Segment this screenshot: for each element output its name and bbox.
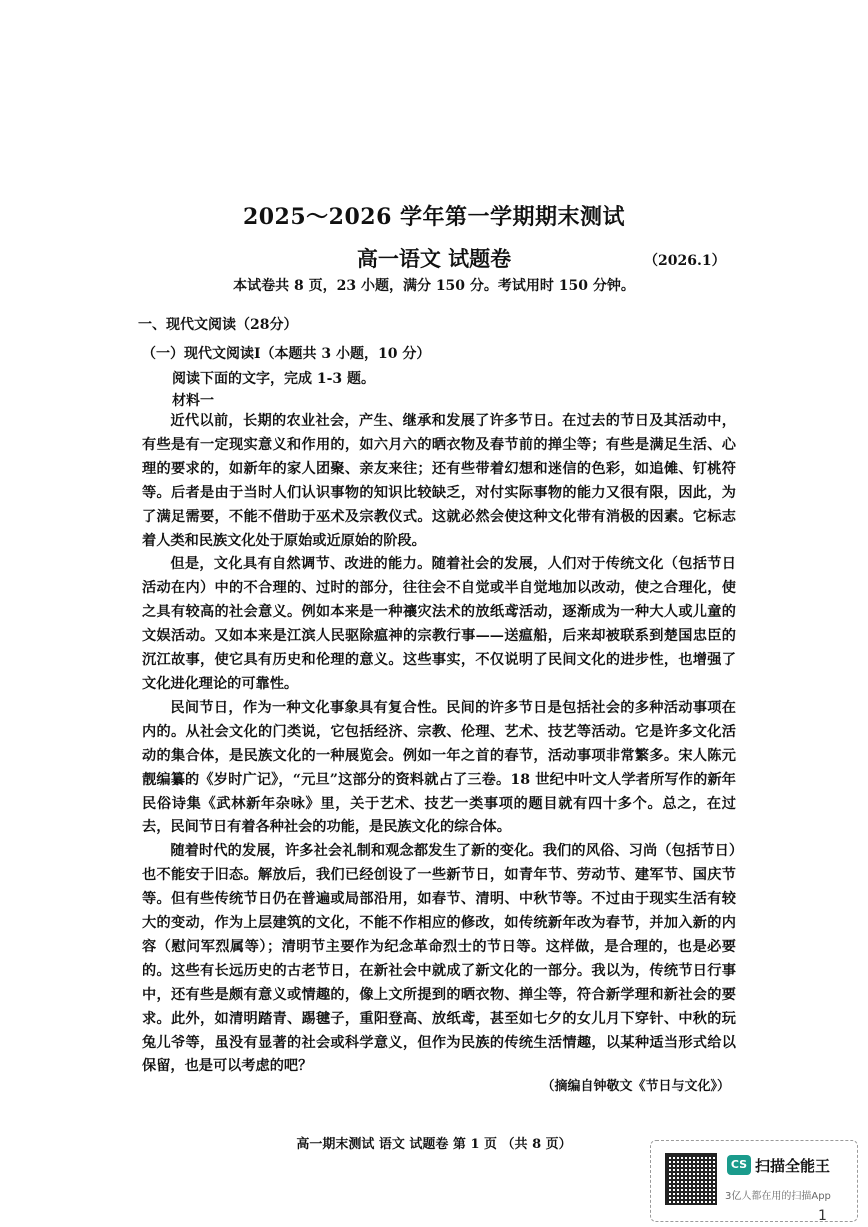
- camscanner-logo-icon: CS: [727, 1155, 751, 1175]
- watermark-app-name: 扫描全能王: [755, 1157, 831, 1175]
- subsection-title: （一）现代文阅读Ⅰ（本题共 3 小题，10 分）: [142, 346, 431, 362]
- corner-page-number: 1: [818, 1208, 827, 1224]
- watermark-tagline: 3亿人都在用的扫描App: [725, 1191, 831, 1202]
- paragraph-2: 但是，文化具有自然调节、改进的能力。随着社会的发展，人们对于传统文化（包括节日活动在内）中的不合理的、过时的部分，往往会不自觉或半自觉地加以改动，使之合理化，使之具有较高的社会意义。例如本来是一种禳灾法术的放纸鸢活动，逐渐成为一种大人或儿童的文娱活动。又如本来是江滨人民驱除瘟神的宗教行事——送瘟船，后来却被联系到楚国忠臣的沉江故事，使它具有历史和伦理的意义。这些事实，不仅说明了民间文化的进步性，也增强了文化进化理论的可靠性。: [142, 556, 736, 692]
- page-footer: 高一期末测试 语文 试题卷 第 1 页 （共 8 页）: [296, 1137, 572, 1152]
- reading-instruction: 阅读下面的文字，完成 1-3 题。: [172, 371, 376, 387]
- reading-passage: [142, 410, 736, 1079]
- section-title: 一、现代文阅读（28分）: [138, 317, 298, 333]
- paragraph-3: 民间节日，作为一种文化事象具有复合性。民间的许多节日是包括社会的多种活动事项在内的。从社会文化的门类说，它包括经济、宗教、伦理、艺术、技艺等活动。它是许多文化活动的集合体，是民族文化的一种展览会。例如一年之首的春节，活动事项非常繁多。宋人陈元靓编纂的《岁时广记》，“元旦”这部分的资料就占了三卷。18 世纪中叶文人学者所写作的新年民俗诗集《武林新年杂咏》里，关于艺术、技艺一类事项的题目就有四十多个。总之，在过去，民间节日有着各种社会的功能，是民族文化的综合体。: [142, 699, 736, 836]
- qr-code-icon: [665, 1153, 717, 1205]
- exam-title: 2025～2026 学年第一学期期末测试: [242, 204, 626, 230]
- paragraph-1: 近代以前，长期的农业社会，产生、继承和发展了许多节日。在过去的节日及其活动中，有些是有一定现实意义和作用的，如六月六的晒衣物及春节前的掸尘等；有些是满足生活、心理的要求的，如新年的家人团聚、亲友来往；还有些带着幻想和迷信的色彩，如追傩、钉桃符等。后者是由于当时人们认识事物的知识比较缺乏，对付实际事物的能力又很有限，因此，为了满足需要，不能不借助于巫术及宗教仪式。这就必然会使这种文化带有消极的因素。它标志着人类和民族文化处于原始或近原始的阶段。: [142, 413, 736, 549]
- material-label: 材料一: [172, 393, 214, 409]
- exam-info: 本试卷共 8 页，23 小题，满分 150 分。考试用时 150 分钟。: [233, 278, 635, 294]
- paragraph-4: 随着时代的发展，许多社会礼制和观念都发生了新的变化。我们的风俗、习尚（包括节日）也不能安于旧态。解放后，我们已经创设了一些新节日，如青年节、劳动节、建军节、国庆节等。但有些传统节日仍在普遍或局部沿用，如春节、清明、中秋节等。不过由于现实生活有较大的变动，作为上层建筑的文化，不能不作相应的修改，如传统新年改为春节，并加入新的内容（慰问军烈属等）；清明节主要作为纪念革命烈士的节日等。这样做，是合理的，也是必要的。这些有长远历史的古老节日，在新社会中就成了新文化的一部分。我以为，传统节日行事中，还有些是颇有意义或情趣的，像上文所提到的晒衣物、掸尘等，符合新学理和新社会的要求。此外，如清明踏青、踢毽子，重阳登高、放纸鸢，甚至如七夕的女儿月下穿针、中秋的玩兔儿爷等，虽没有显著的社会或科学意义，但作为民族的传统生活情趣，以某种适当形式给以保留，也是可以考虑的吧？: [142, 843, 736, 1075]
- exam-date: （2026.1）: [644, 253, 726, 269]
- exam-subtitle: 高一语文 试题卷: [356, 246, 512, 271]
- passage-source: （摘编自钟敬文《节日与文化》）: [541, 1079, 730, 1094]
